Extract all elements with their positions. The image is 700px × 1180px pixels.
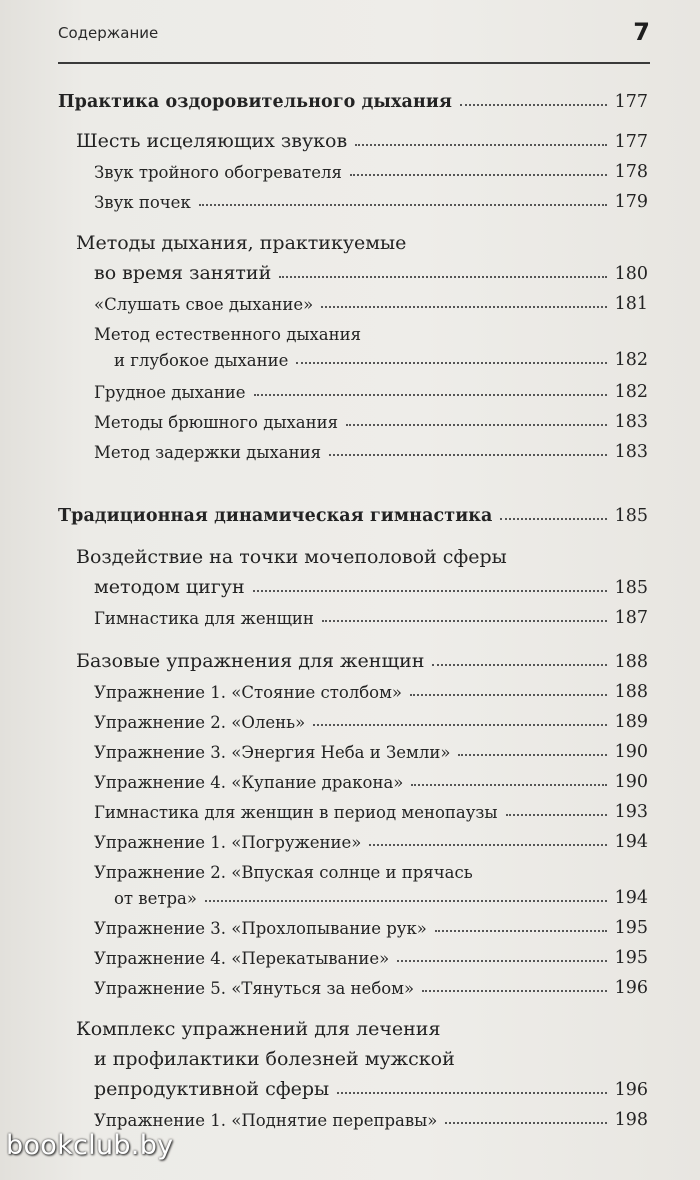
toc-entry xyxy=(114,344,648,370)
toc-entry-page: 196 xyxy=(614,1080,648,1100)
toc-entry xyxy=(94,602,648,628)
toc-entry-first-line xyxy=(76,228,406,254)
leader-dots xyxy=(500,518,606,520)
toc-entry xyxy=(94,736,648,762)
leader-dots xyxy=(350,174,607,176)
toc-entry xyxy=(94,406,648,432)
toc-entry-first-line xyxy=(94,856,473,882)
toc-entry-second-line xyxy=(94,1044,455,1070)
toc-entry-page: 190 xyxy=(614,742,648,762)
leader-dots xyxy=(346,424,607,426)
toc-entry xyxy=(94,288,648,314)
toc-entry xyxy=(94,186,648,212)
toc-entry-first-line xyxy=(94,318,361,344)
toc-entry-page: 182 xyxy=(614,382,648,402)
toc-entry xyxy=(94,376,648,402)
toc-entry-first-line xyxy=(76,1014,440,1040)
toc-entry-title: Упражнение 1. «Поднятие переправы» xyxy=(94,1111,438,1130)
toc-entry-page: 188 xyxy=(614,682,648,702)
toc-entry-title-line1: Упражнение 2. «Впуская солнце и прячась xyxy=(94,863,473,882)
toc-entry-title-line2: во время занятий xyxy=(94,262,272,284)
toc-entry-title: Гимнастика для женщин xyxy=(94,609,314,628)
toc-entry xyxy=(58,500,648,526)
toc-entry xyxy=(94,436,648,462)
toc-entry-title: Практика оздоровительного дыхания xyxy=(58,92,453,112)
toc-entry xyxy=(94,826,648,852)
toc-entry xyxy=(114,882,648,908)
toc-entry-page: 181 xyxy=(614,294,648,314)
toc-entry xyxy=(94,156,648,182)
toc-entry-title-line1: Комплекс упражнений для лечения xyxy=(76,1018,441,1040)
toc-entry xyxy=(94,1074,648,1100)
toc-entry-title-line3: репродуктивной сферы xyxy=(94,1078,330,1100)
leader-dots xyxy=(422,990,606,992)
toc-entry xyxy=(58,86,648,112)
leader-dots xyxy=(322,620,607,622)
toc-entry-page: 198 xyxy=(614,1110,648,1130)
toc-entry-page: 177 xyxy=(614,132,648,152)
toc-entry-page: 185 xyxy=(614,506,648,526)
toc-entry-title-line1: Метод естественного дыхания xyxy=(94,325,362,344)
toc-entry-title-line1: Воздействие на точки мочеполовой сферы xyxy=(76,546,507,568)
toc-entry-page: 187 xyxy=(614,608,648,628)
toc-entry-page: 194 xyxy=(614,832,648,852)
toc-entry-title-line2: от ветра» xyxy=(114,889,197,908)
leader-dots xyxy=(279,276,606,278)
toc-entry-page: 189 xyxy=(614,712,648,732)
header-page-number: 7 xyxy=(633,18,650,46)
leader-dots xyxy=(410,694,607,696)
toc-entry xyxy=(94,912,648,938)
toc-entry xyxy=(76,646,648,672)
toc-entry-title: Упражнение 5. «Тянуться за небом» xyxy=(94,979,415,998)
toc-entry-title: Звук почек xyxy=(94,193,191,212)
toc-entry xyxy=(94,572,648,598)
toc-entry-title: «Слушать свое дыхание» xyxy=(94,295,314,314)
toc-entry-title: Звук тройного обогревателя xyxy=(94,163,342,182)
toc-entry-page: 193 xyxy=(614,802,648,822)
toc-entry-page: 194 xyxy=(614,888,648,908)
toc-entry xyxy=(94,1104,648,1130)
toc-entry-page: 180 xyxy=(614,264,648,284)
toc-entry-page: 185 xyxy=(614,578,648,598)
leader-dots xyxy=(296,362,606,364)
toc-entry-title: Гимнастика для женщин в период менопаузы xyxy=(94,803,498,822)
toc-entry-page: 196 xyxy=(614,978,648,998)
toc-entry xyxy=(94,796,648,822)
toc-entry-title: Шесть исцеляющих звуков xyxy=(76,130,348,152)
toc-entry-title-line1: Методы дыхания, практикуемые xyxy=(76,232,407,254)
toc-entry-title-line2: и профилактики болезней мужской xyxy=(94,1048,455,1070)
header-section-title: Содержание xyxy=(58,24,159,42)
leader-dots xyxy=(460,104,607,106)
leader-dots xyxy=(329,454,607,456)
leader-dots xyxy=(254,394,607,396)
leader-dots xyxy=(313,724,606,726)
watermark-text: bookclub.by xyxy=(6,1130,174,1161)
leader-dots xyxy=(458,754,606,756)
toc-entry-title-line2: методом цигун xyxy=(94,576,245,598)
leader-dots xyxy=(506,814,607,816)
toc-entry xyxy=(94,706,648,732)
leader-dots xyxy=(337,1092,606,1094)
leader-dots xyxy=(355,144,606,146)
toc-entry-title: Традиционная динамическая гимнастика xyxy=(58,506,493,526)
toc-entry-first-line xyxy=(76,542,507,568)
leader-dots xyxy=(435,930,607,932)
toc-entry xyxy=(94,972,648,998)
toc-entry-title: Упражнение 1. «Стояние столбом» xyxy=(94,683,403,702)
toc-entry-page: 179 xyxy=(614,192,648,212)
leader-dots xyxy=(411,784,606,786)
toc-entry-page: 190 xyxy=(614,772,648,792)
toc-entry-page: 195 xyxy=(614,918,648,938)
toc-entry-title: Упражнение 4. «Купание дракона» xyxy=(94,773,404,792)
toc-entry xyxy=(94,942,648,968)
toc-entry-title-line2: и глубокое дыхание xyxy=(114,351,289,370)
toc-entry-page: 178 xyxy=(614,162,648,182)
toc-entry-page: 188 xyxy=(614,652,648,672)
toc-entry-title: Упражнение 3. «Энергия Неба и Земли» xyxy=(94,743,451,762)
toc-entry-page: 183 xyxy=(614,442,648,462)
toc-entry-title: Упражнение 1. «Погружение» xyxy=(94,833,362,852)
toc-entry-page: 182 xyxy=(614,350,648,370)
toc-entry-page: 195 xyxy=(614,948,648,968)
toc-entry xyxy=(94,766,648,792)
leader-dots xyxy=(445,1122,606,1124)
leader-dots xyxy=(321,306,606,308)
toc-entry xyxy=(94,258,648,284)
toc-entry-page: 177 xyxy=(614,92,648,112)
toc-entry-title: Грудное дыхание xyxy=(94,383,246,402)
toc-entry-title: Упражнение 3. «Прохлопывание рук» xyxy=(94,919,427,938)
leader-dots xyxy=(432,664,606,666)
toc-entry-title: Метод задержки дыхания xyxy=(94,443,322,462)
leader-dots xyxy=(199,204,607,206)
toc-entry-title: Базовые упражнения для женщин xyxy=(76,650,425,672)
leader-dots xyxy=(369,844,606,846)
leader-dots xyxy=(397,960,606,962)
toc-entry-page: 183 xyxy=(614,412,648,432)
toc-entry-title: Методы брюшного дыхания xyxy=(94,413,339,432)
toc-entry-title: Упражнение 4. «Перекатывание» xyxy=(94,949,390,968)
toc-entry-title: Упражнение 2. «Олень» xyxy=(94,713,306,732)
toc-entry xyxy=(94,676,648,702)
leader-dots xyxy=(253,590,607,592)
leader-dots xyxy=(205,900,607,902)
toc-entry xyxy=(76,126,648,152)
